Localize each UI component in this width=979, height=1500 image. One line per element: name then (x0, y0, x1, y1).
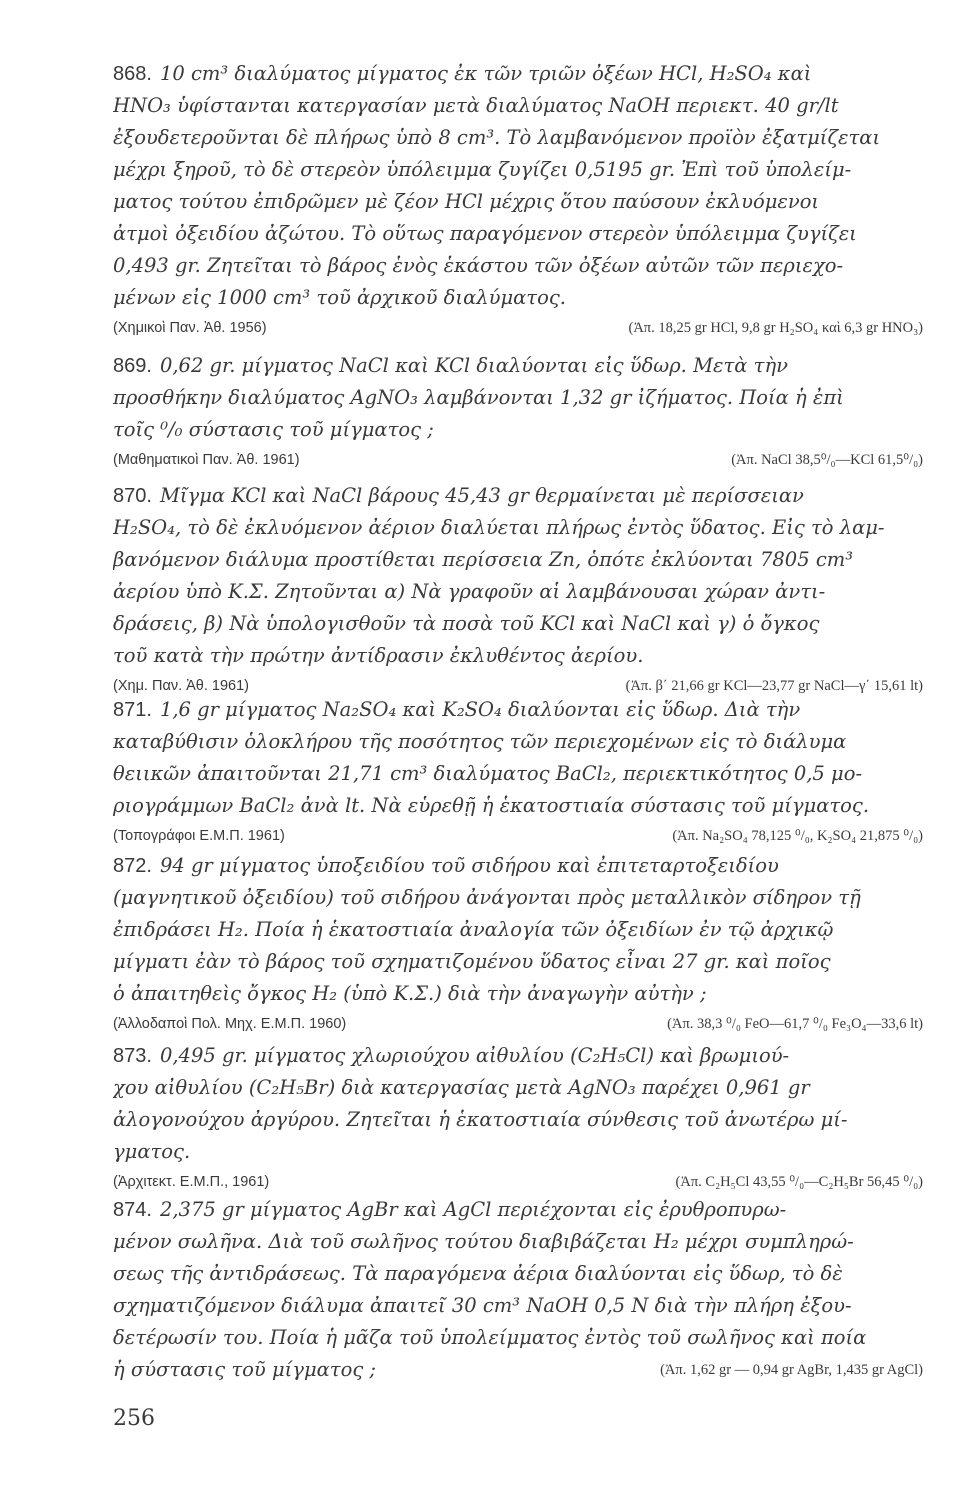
problem-line: σχηματιζόμενον διάλυμα ἀπαιτεῖ 30 cm³ NaOH 0,5 N διὰ τὴν πλήρη ἐξου- (113, 1294, 852, 1317)
problem-line: ἀτμοὶ ὀξειδίου ἀζώτου. Τὸ οὕτως παραγόμενον στερεὸν ὑπόλειμμα ζυγίζει (113, 222, 857, 245)
exam-source: (Τοπογράφοι Ε.Μ.Π. 1961) (113, 828, 285, 844)
problem-line: χου αἰθυλίου (C₂H₅Br) διὰ κατεργασίας μετὰ AgNO₃ παρέχει 0,961 gr (113, 1076, 810, 1099)
problem-line: καταβύθισιν ὁλοκλήρου τῆς ποσότητος τῶν περιεχομένων εἰς τὸ διάλυμα (113, 730, 847, 753)
problem-line: μέχρι ξηροῦ, τὸ δὲ στερεὸν ὑπόλειμμα ζυγίζει 0,5195 gr. Ἐπὶ τοῦ ὑπολείμ- (113, 158, 852, 181)
problem-line: H₂SO₄, τὸ δὲ ἐκλυόμενον ἀέριον διαλύεται πλήρως ἐντὸς ὕδατος. Εἰς τὸ λαμ- (113, 516, 885, 539)
source-answer-row (113, 446, 923, 474)
problem-line: προσθήκην διαλύματος AgNO₃ λαμβάνονται 1,32 gr ἰζήματος. Ποία ἡ ἐπὶ (113, 386, 844, 409)
exam-source: (Μαθηματικοὶ Παν. Ἀθ. 1961) (113, 452, 300, 468)
problem-line: ματος τούτου ἐπιδρῶμεν μὲ ζέον HCl μέχρις ὅτου παύσουν ἐκλυόμενοι (113, 190, 820, 213)
problem-line: ἀλογονούχου ἀργύρου. Ζητεῖται ἡ ἑκατοστιαία σύνθεσις τοῦ ἀνωτέρω μί- (113, 1108, 848, 1131)
answer: (Ἀπ. β΄ 21,66 gr KCl—23,77 gr NaCl—γ΄ 15,61 lt) (625, 678, 923, 694)
problem-number: 873. (113, 1045, 152, 1067)
problem-871 (113, 694, 923, 850)
exam-source: (Ἀρχιτεκτ. Ε.Μ.Π., 1961) (113, 1174, 270, 1190)
problem-number: 872. (113, 855, 152, 877)
problem-line: ἐπιδράσει H₂. Ποία ἡ ἑκατοστιαία ἀναλογία τῶν ὀξειδίων ἐν τῷ ἀρχικῷ (113, 918, 834, 941)
problem-line: τοῦ κατὰ τὴν πρώτην ἀντίδρασιν ἐκλυθέντος ἀερίου. (113, 644, 644, 667)
problem-line: 874. 2,375 gr μίγματος AgBr καὶ AgCl περιέχονται εἰς ἐρυθροπυρω- (113, 1198, 787, 1221)
problem-line: δετέρωσίν του. Ποία ἡ μᾶζα τοῦ ὑπολείμματος ἐντὸς τοῦ σωλῆνος καὶ ποία (113, 1326, 867, 1349)
problem-line: HNO₃ ὑφίστανται κατεργασίαν μετὰ διαλύματος NaOH περιεκτ. 40 gr/lt (113, 94, 839, 117)
problem-line: θειικῶν ἀπαιτοῦνται 21,71 cm³ διαλύματος BaCl₂, περιεκτικότητος 0,5 μο- (113, 762, 863, 785)
source-answer-row (113, 1168, 923, 1196)
problem-number: 869. (113, 355, 152, 377)
exam-source: (Χημικοὶ Παν. Ἀθ. 1956) (113, 320, 267, 336)
problem-line: ἀερίου ὑπὸ Κ.Σ. Ζητοῦνται α) Νὰ γραφοῦν αἱ λαμβάνουσαι χώραν ἀντι- (113, 580, 826, 603)
problem-872 (113, 850, 923, 1038)
problem-873 (113, 1040, 923, 1196)
problem-line: δράσεις, β) Νὰ ὑπολογισθοῦν τὰ ποσὰ τοῦ KCl καὶ NaCl καὶ γ) ὁ ὄγκος (113, 612, 820, 635)
problem-number: 871. (113, 699, 152, 721)
problem-number: 874. (113, 1199, 152, 1221)
problem-869 (113, 350, 923, 474)
problem-line: μένων εἰς 1000 cm³ τοῦ ἀρχικοῦ διαλύματος. (113, 286, 566, 309)
answer: (Ἀπ. C₂H₅Cl 43,55 ⁰/₀—C₂H₅Br 56,45 ⁰/₀) (675, 1174, 923, 1190)
problem-number: 868. (113, 63, 152, 85)
answer: (Ἀπ. 38,3 ⁰/₀ FeO—61,7 ⁰/₀ Fe₃O₄—33,6 lt) (667, 1016, 923, 1032)
problem-line: μένον σωλῆνα. Διὰ τοῦ σωλῆνος τούτου διαβιβάζεται H₂ μέχρι συμπληρώ- (113, 1230, 854, 1253)
answer: (Ἀπ. NaCl 38,5⁰/₀—KCl 61,5⁰/₀) (731, 452, 923, 468)
answer: (Ἀπ. 1,62 gr — 0,94 gr AgBr, 1,435 gr AgCl) (660, 1362, 923, 1378)
problem-line: 873. 0,495 gr. μίγματος χλωριούχου αἰθυλίου (C₂H₅Cl) καὶ βρωμιού- (113, 1044, 790, 1067)
problem-line: ριογράμμων BaCl₂ ἀνὰ lt. Νὰ εὑρεθῇ ἡ ἑκατοστιαία σύστασις τοῦ μίγματος. (113, 794, 870, 817)
problem-line: τοῖς ⁰/₀ σύστασις τοῦ μίγματος ; (113, 418, 434, 441)
problem-number: 870. (113, 485, 152, 507)
problem-line: 0,493 gr. Ζητεῖται τὸ βάρος ἑνὸς ἑκάστου τῶν ὀξέων αὐτῶν τῶν περιεχο- (113, 254, 844, 277)
exam-source: (Ἀλλοδαποὶ Πολ. Μηχ. Ε.Μ.Π. 1960) (113, 1016, 347, 1032)
problem-line: 870. Μῖγμα KCl καὶ NaCl βάρους 45,43 gr θερμαίνεται μὲ περίσσειαν (113, 484, 804, 507)
problem-870 (113, 480, 923, 700)
source-answer-row (113, 1010, 923, 1038)
problem-line: βανόμενον διάλυμα προστίθεται περίσσεια Zn, ὁπότε ἐκλύονται 7805 cm³ (113, 548, 854, 571)
exam-source: (Χημ. Παν. Ἀθ. 1961) (113, 678, 250, 694)
problem-line: (μαγνητικοῦ ὀξειδίου) τοῦ σιδήρου ἀνάγονται πρὸς μεταλλικὸν σίδηρον τῇ (113, 886, 861, 909)
problem-868 (113, 58, 923, 342)
problem-line: 868. 10 cm³ διαλύματος μίγματος ἐκ τῶν τριῶν ὀξέων HCl, H₂SO₄ καὶ (113, 62, 812, 85)
source-answer-row (113, 314, 923, 342)
problem-line: ὁ ἀπαιτηθεὶς ὄγκος H₂ (ὑπὸ Κ.Σ.) διὰ τὴν ἀναγωγὴν αὐτὴν ; (113, 982, 707, 1005)
problem-line: σεως τῆς ἀντιδράσεως. Τὰ παραγόμενα ἀέρια διαλύονται εἰς ὕδωρ, τὸ δὲ (113, 1262, 843, 1285)
problem-874 (113, 1194, 923, 1386)
page-number: 256 (113, 1406, 155, 1431)
problem-line: 872. 94 gr μίγματος ὑποξειδίου τοῦ σιδήρου καὶ ἐπιτεταρτοξειδίου (113, 854, 779, 877)
problem-line: 871. 1,6 gr μίγματος Na₂SO₄ καὶ K₂SO₄ διαλύονται εἰς ὕδωρ. Διὰ τὴν (113, 698, 801, 721)
problem-line: ἡ σύστασις τοῦ μίγματος ; (Ἀπ. 1,62 gr — 0,94 gr AgBr, 1,435 gr AgCl) (113, 1354, 923, 1386)
answer: (Ἀπ. Na₂SO₄ 78,125 ⁰/₀, K₂SO₄ 21,875 ⁰/₀) (672, 828, 923, 844)
answer: (Ἀπ. 18,25 gr HCl, 9,8 gr H₂SO₄ καὶ 6,3 gr HNO₃) (628, 320, 923, 336)
problem-line: μίγματι ἐὰν τὸ βάρος τοῦ σχηματιζομένου ὕδατος εἶναι 27 gr. καὶ ποῖος (113, 950, 831, 973)
source-answer-row (113, 822, 923, 850)
problem-line: γματος. (113, 1140, 191, 1163)
problem-line: 869. 0,62 gr. μίγματος NaCl καὶ KCl διαλύονται εἰς ὕδωρ. Μετὰ τὴν (113, 354, 788, 377)
problem-line: ἐξουδετεροῦνται δὲ πλήρως ὑπὸ 8 cm³. Τὸ λαμβανόμενον προϊὸν ἐξατμίζεται (113, 126, 881, 149)
